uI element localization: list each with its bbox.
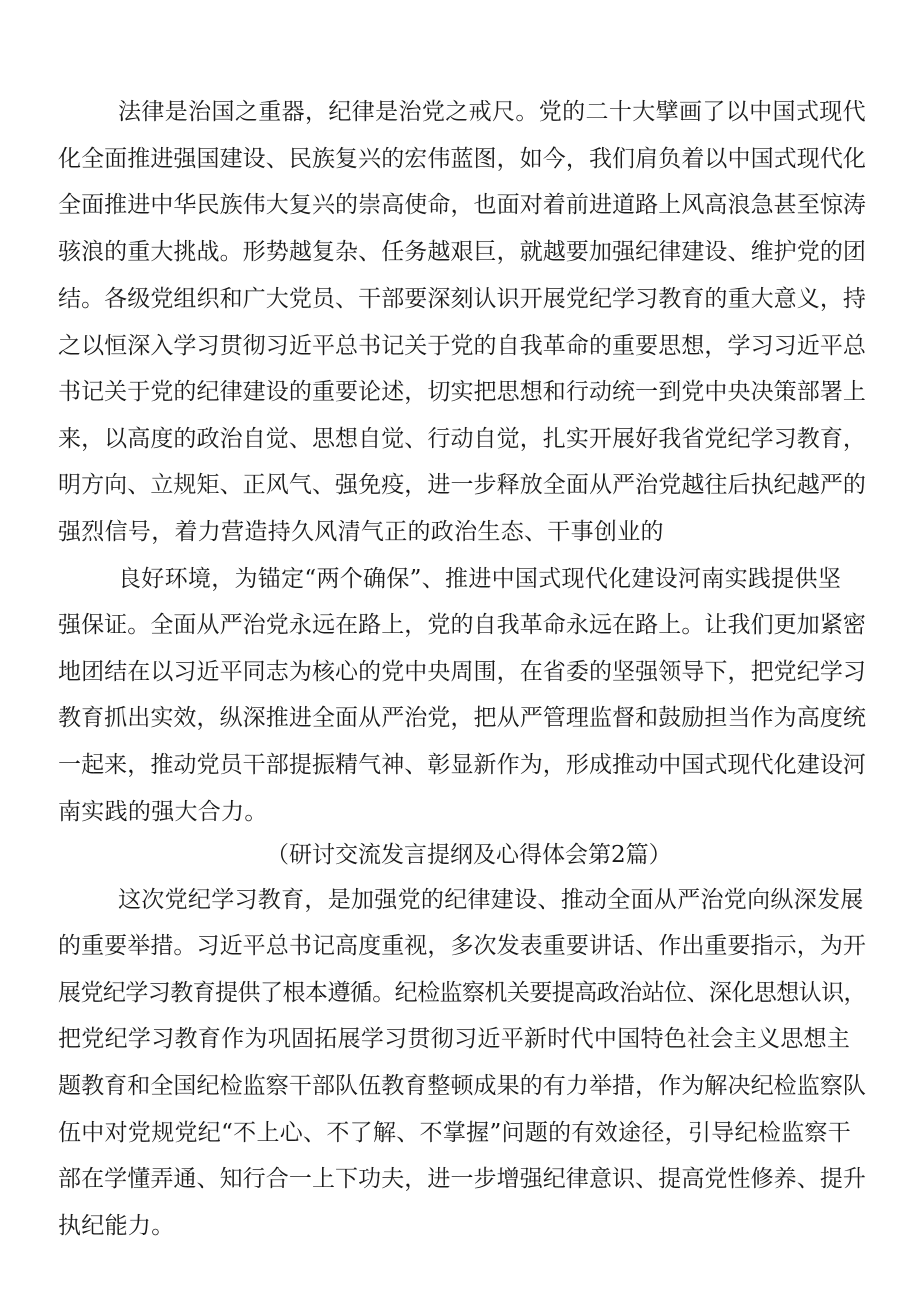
text-line: 来，以高度的政治自觉、思想自觉、行动自觉，扎实开展好我省党纪学习教育， (58, 426, 866, 452)
paragraph-2-line-5 (0, 743, 920, 787)
text-line: 地团结在以习近平同志为核心的党中央周围，在省委的坚强领导下，把党纪学习 (58, 659, 866, 685)
paragraph-1-line-2 (0, 137, 920, 181)
paragraph-1-line-7 (0, 370, 920, 414)
text-line: 一起来，推动党员干部提振精气神、彰显新作为，形成推动中国式现代化建设河 (58, 752, 866, 778)
paragraph-1-line-8 (0, 417, 920, 461)
text-line: 教育抓出实效，纵深推进全面从严治党，把从严管理监督和鼓励担当作为高度统 (58, 705, 866, 731)
text-line: 骇浪的重大挑战。形势越复杂、任务越艰巨，就越要加强纪律建设、维护党的团 (58, 239, 866, 265)
text-line: 强保证。全面从严治党永远在路上，党的自我革命永远在路上。让我们更加紧密 (58, 612, 866, 638)
text-line: 强烈信号，着力营造持久风清气正的政治生态、干事创业的 (58, 519, 664, 545)
paragraph-1-line-10 (0, 510, 920, 554)
paragraph-2-line-6 (0, 790, 920, 834)
text-line: 全面推进中华民族伟大复兴的崇高使命，也面对着前进道路上风高浪急甚至惊涛 (58, 192, 866, 218)
text-line: 伍中对党规党纪“不上心、不了解、不掌握”问题的有效途径，引导纪检监察干 (58, 1120, 852, 1146)
text-line: 书记关于党的纪律建设的重要论述，切实把思想和行动统一到党中央决策部署上 (58, 379, 866, 405)
paragraph-2-line-3 (0, 650, 920, 694)
text-line: 法律是治国之重器，纪律是治党之戒尺。党的二十大擘画了以中国式现代 (118, 99, 866, 125)
text-line: 明方向、立规矩、正风气、强免疫，进一步释放全面从严治党越往后执纪越严的 (58, 472, 866, 498)
paragraph-3-line-6 (0, 1111, 920, 1155)
text-line: 良好环境，为锚定“两个确保”、推进中国式现代化建设河南实践提供坚 (118, 566, 842, 592)
paragraph-3-line-4 (0, 1017, 920, 1061)
paragraph-1-line-9 (0, 463, 920, 507)
paragraph-3-line-7 (0, 1157, 920, 1201)
text-line: 题教育和全国纪检监察干部队伍教育整顿成果的有力举措，作为解决纪检监察队 (58, 1073, 866, 1099)
section-heading (0, 833, 920, 877)
paragraph-1-line-4 (0, 230, 920, 274)
paragraph-3-line-3 (0, 971, 920, 1015)
paragraph-3-line-2 (0, 924, 920, 968)
text-line: 南实践的强大合力。 (58, 799, 268, 825)
paragraph-3-line-8 (0, 1204, 920, 1248)
text-line: 展党纪学习教育提供了根本遵循。纪检监察机关要提高政治站位、深化思想认识， (58, 980, 866, 1006)
paragraph-1-line-3 (0, 183, 920, 227)
text-line: 这次党纪学习教育，是加强党的纪律建设、推动全面从严治党向纵深发展 (118, 887, 864, 913)
paragraph-2-line-1 (0, 557, 920, 601)
text-line: 把党纪学习教育作为巩固拓展学习贯彻习近平新时代中国特色社会主义思想主 (58, 1026, 851, 1052)
text-line: 的重要举措。习近平总书记高度重视，多次发表重要讲话、作出重要指示，为开 (58, 933, 866, 959)
paragraph-3-line-5 (0, 1064, 920, 1108)
text-line: 执纪能力。 (58, 1213, 175, 1239)
text-line: 之以恒深入学习贯彻习近平总书记关于党的自我革命的重要思想，学习习近平总 (58, 333, 866, 359)
paragraph-1-line-5 (0, 277, 920, 321)
paragraph-3-line-1 (0, 878, 920, 922)
text-line: 化全面推进强国建设、民族复兴的宏伟蓝图，如今，我们肩负着以中国式现代化 (58, 146, 866, 172)
paragraph-2-line-4 (0, 696, 920, 740)
paragraph-2-line-2 (0, 603, 920, 647)
paragraph-1-line-6 (0, 324, 920, 368)
paragraph-1-line-1 (0, 90, 920, 134)
text-line: 部在学懂弄通、知行合一上下功夫，进一步增强纪律意识、提高党性修养、提升 (58, 1166, 866, 1192)
text-line: 结。各级党组织和广大党员、干部要深刻认识开展党纪学习教育的重大意义，持 (58, 286, 866, 312)
section-heading-text: （研讨交流发言提纲及心得体会第2篇） (266, 842, 672, 868)
